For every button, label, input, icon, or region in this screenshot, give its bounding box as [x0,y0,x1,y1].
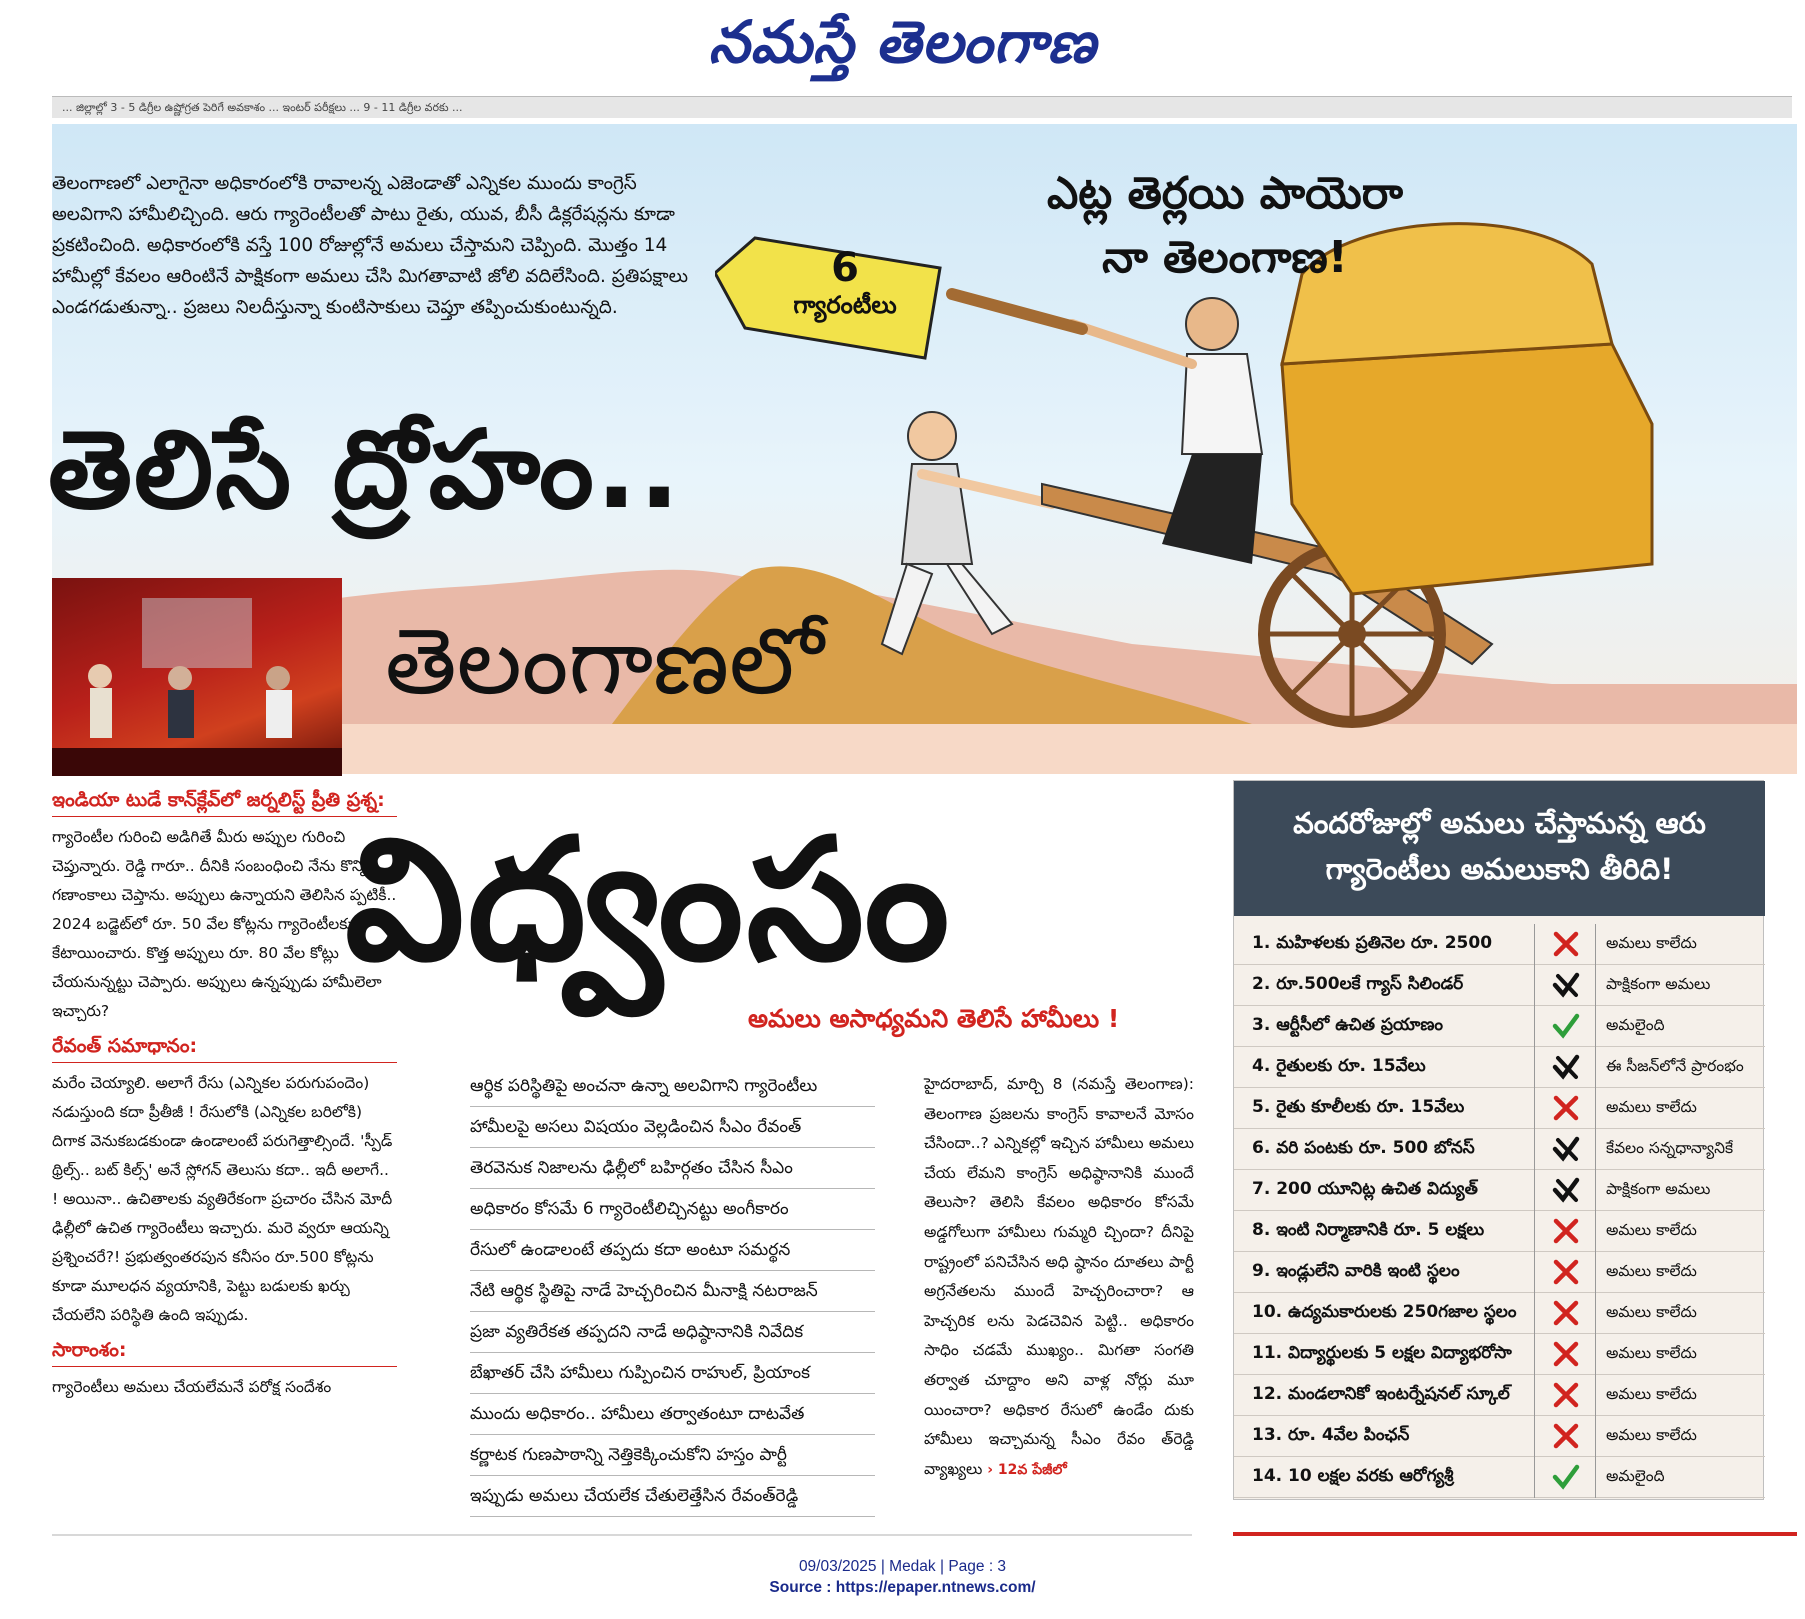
bottom-divider [52,1534,1192,1536]
promise-text: 3. ఆర్టీసీలో ఉచిత ప్రయాణం [1252,1015,1443,1035]
highlight-line: ప్రజా వ్యతిరేకత తప్పదని నాడే అధిష్ఠానానికి నివేదిక [470,1312,875,1353]
cross-mark-icon [1534,1375,1596,1416]
promise-row [1234,1170,1765,1211]
promise-row [1234,1334,1765,1375]
answer-heading: రేవంత్ సమాధానం: [52,1035,198,1057]
partial-mark-icon [1534,1170,1596,1211]
summary-text: గ్యారెంటీలు అమలు చేయలేమనే పరోక్ష సందేశం [52,1378,332,1396]
ticker-strip: ... జిల్లాల్లో 3 - 5 డిగ్రీల ఉష్ణోగ్రత పెరిగే అవకాశం ... ఇంటర్ పరీక్షలు ... 9 - 11 డిగ్రీల వరకు ... [52,96,1792,118]
promise-status-box [1233,780,1764,1500]
highlight-line: రేసులో ఉండాలంటే తప్పదు కదా అంటూ సమర్థన [470,1230,875,1271]
partial-mark-icon [1534,965,1596,1006]
intro-paragraph: తెలంగాణలో ఎలాగైనా అధికారంలోకి రావాలన్న ఎజెండాతో ఎన్నికల ముందు కాంగ్రెస్ అలవిగాని హామీలిచ్చింది. ఆరు గ్యారెంటీలతో పాటు రైతు, యువ, బీసీ డిక్లరేషన్లను కూడా ప్రకటించింది. అధికారంలోకి వస్తే 100 రోజుల్లోనే అమలు చేస్తామని చెప్పింది. మొత్తం 14 హామీల్లో కేవలం ఆరింటినే పాక్షికంగా అమలు చేసి మిగతావాటి జోలి వదిలేసింది. ప్రతిపక్షాలు ఎండగడుతున్నా.. ప్రజలు నిలదీస్తున్నా కుంటిసాకులు చెప్తూ తప్పించుకుంటున్నది. [52,173,689,318]
cross-mark-icon [1534,1416,1596,1457]
status-text: అమలు కాలేదు [1606,934,1697,952]
status-text: అమలు కాలేదు [1606,1221,1697,1239]
cartoon-title-line1: ఎట్ల తెర్లయి పాయెరా [1047,168,1403,219]
promise-text: 10. ఉద్యమకారులకు 250గజాల స్థలం [1252,1302,1517,1322]
promise-row [1234,1129,1765,1170]
promise-row [1234,1211,1765,1252]
article-text: హైదరాబాద్, మార్చి 8 (నమస్తే తెలంగాణ): తెలంగాణ ప్రజలను కాంగ్రెస్ కావాలనే మోసం చేసిందా..? ఎన్నికల్లో ఇచ్చిన హామీలు అమలు చేయ లేమని కాంగ్రెస్ అధిష్ఠానానికి ముందే తెలుసా? తెలిసి కేవలం అధికారం కోసమే అడ్డగోలుగా హామీలు గుమ్మరి చ్చిందా? దీనిపై రాష్ట్రంలో పనిచేసిన అధి ష్ఠానం దూతలు పార్టీ అగ్రనేతలను ముందే హెచ్చరించారా? ఆ హెచ్చరిక లను పెడచెవిన పెట్టి.. అధికారం సాధిం చడమే ముఖ్యం.. మిగతా సంగతి తర్వాత చూద్దాం అని వాళ్ల నోర్లు మూ యించారా? అధికార రేసులో ఉండేం దుకు హామీలు ఇచ్చామన్న సీఎం రేవం త్‌రెడ్డి వ్యాఖ్యలు [924,1075,1194,1478]
question-text: గ్యారెంటీల గురించి అడిగితే మీరు అప్పుల గురించి చెప్తున్నారు. రెడ్డి గారూ.. దీనికి సంబంధించి నేను కొన్ని గణాంకాలు చెప్తాను. అప్పులు ఉన్నాయని తెలిసిన ప్పటికీ.. 2024 బడ్జెట్‌లో రూ. 50 వేల కోట్లను గ్యారెంటీలకు కేటాయించారు. కొత్త అప్పులు రూ. 80 వేల కోట్లు చేయనున్నట్టు చెప్పారు. అప్పులు ఉన్నప్పుడు హామీలెలా ఇచ్చారు? [52,828,397,1020]
cross-mark-icon [1534,1293,1596,1334]
promise-text: 9. ఇండ్లులేని వారికి ఇంటి స్థలం [1252,1261,1460,1281]
article-body [924,1070,1194,1485]
promise-row [1234,1006,1765,1047]
promise-row [1234,965,1765,1006]
status-text: అమలు కాలేదు [1606,1262,1697,1280]
highlights-column [470,1066,875,1517]
promise-text: 14. 10 లక్షల వరకు ఆరోగ్యశ్రీ [1252,1466,1454,1486]
status-text: అమలు కాలేదు [1606,1098,1697,1116]
footer-source: Source : https://epaper.ntnews.com/ [769,1579,1036,1596]
highlight-line: తెరవెనుక నిజాలను ఢిల్లీలో బహిర్గతం చేసిన సీఎం [470,1148,875,1189]
promise-text: 6. వరి పంటకు రూ. 500 బోనస్ [1252,1138,1475,1158]
footer [0,1556,1805,1598]
headline-line1: తెలిసే ద్రోహం.. [48,408,682,533]
highlight-line: బేఖాతర్ చేసి హామీలు గుప్పించిన రాహుల్, ప్రియాంక [470,1353,875,1394]
status-text: అమలైంది [1606,1467,1665,1485]
promise-row [1234,1375,1765,1416]
tick-mark-icon [1534,1006,1596,1047]
promise-text: 4. రైతులకు రూ. 15వేలు [1252,1056,1426,1076]
promise-table [1234,924,1765,1498]
promise-text: 12. మండలానికో ఇంటర్నేషనల్ స్కూల్ [1252,1384,1510,1404]
partial-mark-icon [1534,1129,1596,1170]
promise-row [1234,1047,1765,1088]
cross-mark-icon [1534,924,1596,965]
status-text: ఈ సీజన్‌లోనే ప్రారంభం [1606,1057,1744,1075]
highlight-line: ఆర్థిక పరిస్థితిపై అంచనా ఉన్నా అలవిగాని గ్యారెంటీలు [470,1066,875,1107]
cross-mark-icon [1534,1211,1596,1252]
cross-mark-icon [1534,1088,1596,1129]
highlight-line: ముందు అధికారం.. హామీలు తర్వాతంటూ దాటవేత [470,1394,875,1435]
promise-text: 1. మహిళలకు ప్రతినెల రూ. 2500 [1252,933,1493,953]
highlight-line: నేటి ఆర్థిక స్థితిపై నాడే హెచ్చరించిన మీనాక్షి నటరాజన్ [470,1271,875,1312]
answer-text: మరేం చెయ్యాలి. అలాగే రేసు (ఎన్నికల పరుగుపందెం) నడుస్తుంది కదా ప్రీతీజీ ! రేసులోకి (ఎన్నికల బరిలోకి) దిగాక వెనుకబడకుండా ఉండాలంటే పరుగెత్తాల్సిందే. 'స్పీడ్ థ్రిల్స్.. బట్ కిల్స్' అనే స్లోగన్ తెలుసు కదా.. ఇదీ అలాగే.. ! అయినా.. ఉచితాలకు వ్యతిరేకంగా ప్రచారం చేసిన మోదీ ఢిల్లీలో ఉచిత గ్యారెంటీలు ఇచ్చారు. మరె వ్వరూ ఆయన్ని ప్రశ్నించరే?! ప్రభుత్వంతరపున కనీసం రూ.500 కోట్లను కూడా మూలధన వ్యయానికి, పెట్టు బడులకు ఖర్చు చేయలేని పరిస్థితి ఉంది ఇప్పుడు. [52,1074,393,1324]
status-text: అమలైంది [1606,1016,1665,1034]
highlight-line: హామీలపై అసలు విషయం వెల్లడించిన సీఎం రేవంత్ [470,1107,875,1148]
continued-label: 12వ పేజీలో [997,1461,1067,1478]
status-text: పాక్షికంగా అమలు [1606,975,1711,993]
divider [52,1366,397,1367]
promise-row [1234,1293,1765,1334]
status-text: కేవలం సన్నధాన్యానికే [1606,1139,1734,1157]
summary-heading: సారాంశం: [52,1339,127,1361]
promise-row [1234,1457,1765,1498]
headline-kicker: అమలు అసాధ్యమని తెలిసే హామీలు ! [748,1004,1120,1033]
cross-mark-icon [1534,1252,1596,1293]
promise-row [1234,1252,1765,1293]
cartoon-title [985,162,1465,290]
promise-row [1234,924,1765,965]
promise-text: 7. 200 యూనిట్ల ఉచిత విద్యుత్ [1252,1179,1478,1199]
cartoon-title-line2: నా తెలంగాణ! [1102,232,1348,283]
status-text: అమలు కాలేదు [1606,1303,1697,1321]
status-text: అమలు కాలేదు [1606,1426,1697,1444]
tick-mark-icon [1534,1457,1596,1498]
cross-mark-icon [1534,1334,1596,1375]
guarantee-signboard [715,228,945,366]
promise-text: 2. రూ.500లకే గ్యాస్ సిలిండర్ [1252,974,1464,994]
box-title: వందరోజుల్లో అమలు చేస్తామన్న ఆరు గ్యారెంటీలు అమలుకాని తీరిది! [1234,781,1765,916]
highlight-line: అధికారం కోసమే 6 గ్యారెంటీలిచ్చినట్టు అంగీకారం [470,1189,875,1230]
partial-mark-icon [1534,1047,1596,1088]
promise-row [1234,1088,1765,1129]
question-heading: ఇండియా టుడే కాన్‌క్లేవ్‌లో జర్నలిస్ట్ ప్రీతి ప్రశ్న: [52,789,385,811]
promise-text: 13. రూ. 4వేల పింఛన్ [1252,1425,1410,1445]
highlight-line: ఇప్పుడు అమలు చేయలేక చేతులెత్తేసిన రేవంత్‌రెడ్డి [470,1476,875,1517]
highlight-line: కర్ణాటక గుణపాఠాన్ని నెత్తికెక్కించుకోని హస్తం పార్టీ [470,1435,875,1476]
headline-line2: తెలంగాణలో [385,608,824,715]
main-headline: విధ్వంసం [345,802,953,998]
red-divider [1233,1532,1797,1536]
status-text: అమలు కాలేదు [1606,1385,1697,1403]
newspaper-logo: నమస్తే తెలంగాణ [708,8,1097,76]
conclave-photo [52,578,342,776]
promise-row [1234,1416,1765,1457]
status-text: పాక్షికంగా అమలు [1606,1180,1711,1198]
promise-text: 11. విద్యార్థులకు 5 లక్షల విద్యాభరోసా [1252,1343,1512,1363]
footer-edition: 09/03/2025 | Medak | Page : 3 [798,1558,1007,1575]
sign-word: గ్యారంటీలు [793,291,897,319]
continued-link[interactable]: › 12వ పేజీలో [987,1461,1067,1478]
masthead [0,0,1805,100]
sign-number: 6 [831,245,859,291]
divider [52,1062,397,1063]
promise-text: 5. రైతు కూలీలకు రూ. 15వేలు [1252,1097,1465,1117]
status-text: అమలు కాలేదు [1606,1344,1697,1362]
promise-text: 8. ఇంటి నిర్మాణానికి రూ. 5 లక్షలు [1252,1220,1485,1240]
